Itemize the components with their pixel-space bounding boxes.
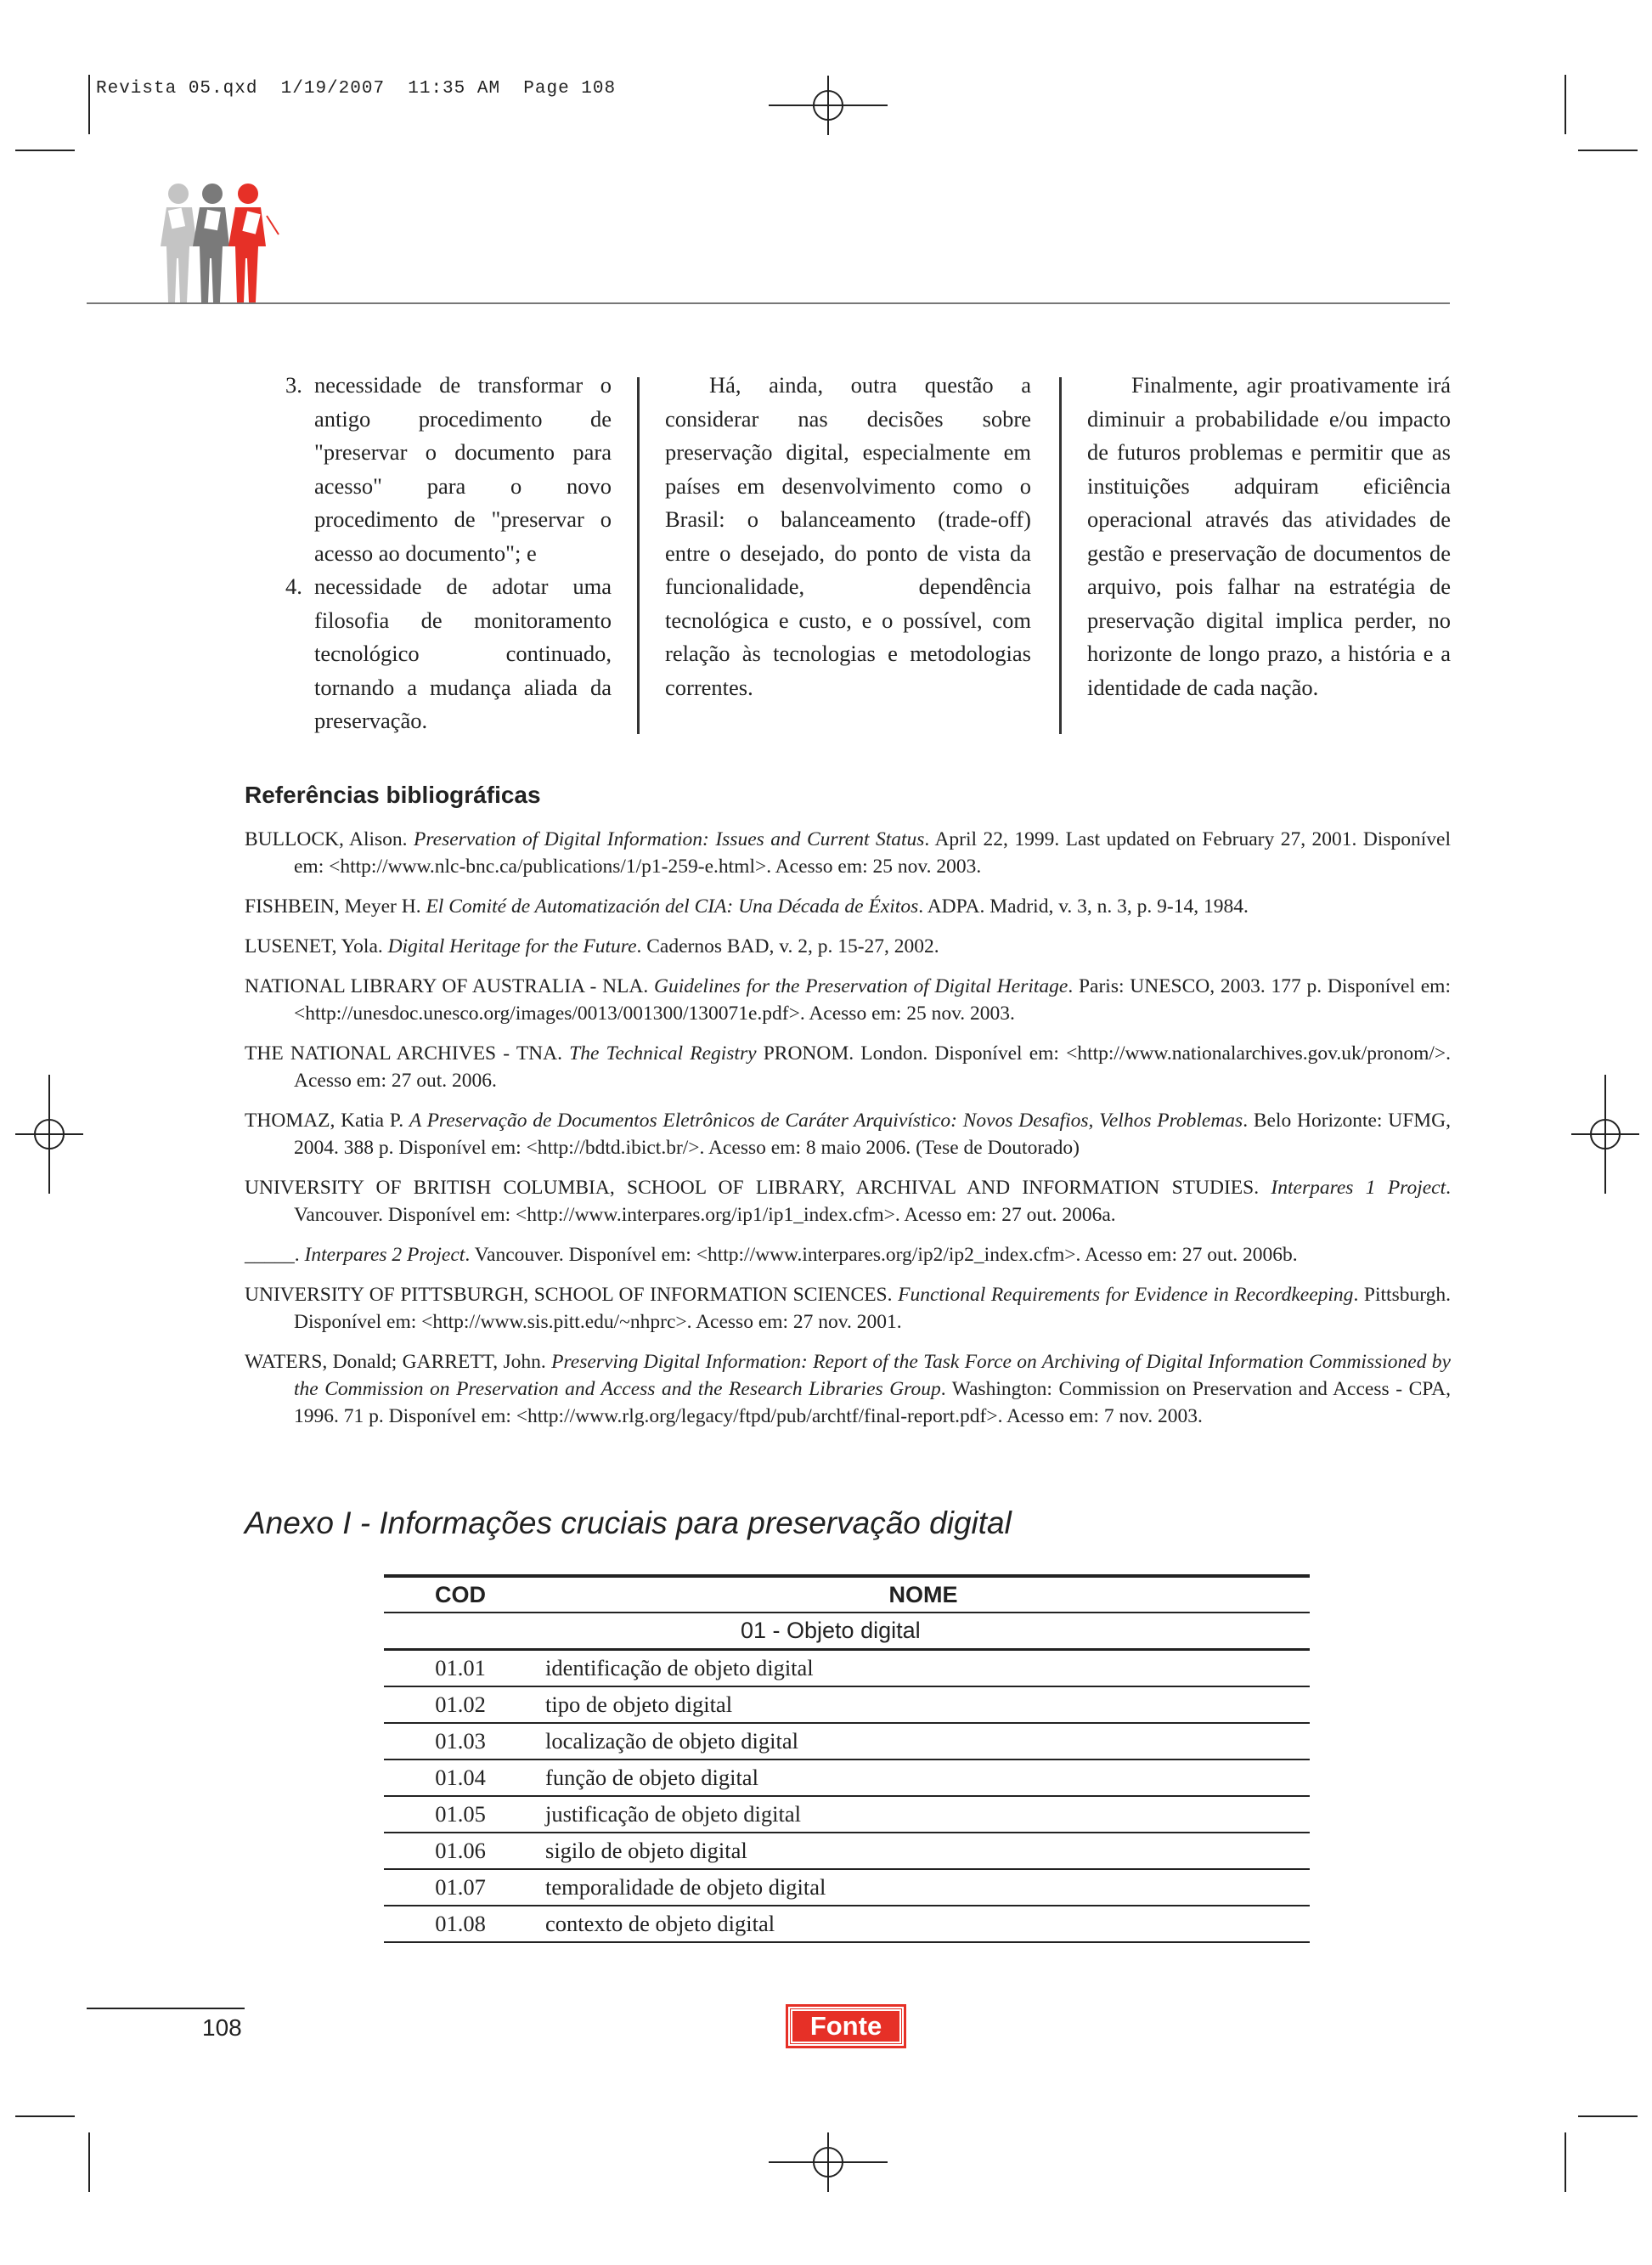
column-divider	[1059, 377, 1062, 734]
cell-cod: 01.05	[384, 1796, 537, 1833]
reference-author: THE NATIONAL ARCHIVES - TNA.	[245, 1042, 570, 1065]
list-item	[285, 369, 612, 570]
fonte-logo-text: Fonte	[791, 2009, 901, 2043]
reference-details: . Pittsburgh. Disponível em: <http://www.sis.pitt.edu/~nhprc>. Acesso em: 27 nov. 2001.	[294, 1284, 1451, 1333]
reference-item	[245, 933, 1451, 960]
cell-nome: contexto de objeto digital	[537, 1906, 1310, 1942]
cell-cod: 01.02	[384, 1686, 537, 1723]
print-slug: Revista 05.qxd 1/19/2007 11:35 AM Page 108	[96, 79, 617, 99]
column-header-cod: COD	[384, 1576, 537, 1613]
reference-author: NATIONAL LIBRARY OF AUSTRALIA - NLA.	[245, 975, 654, 997]
section-label: 01 - Objeto digital	[537, 1613, 1310, 1650]
header-rule	[87, 302, 1450, 304]
cell-nome: justificação de objeto digital	[537, 1796, 1310, 1833]
cell-cod: 01.01	[384, 1650, 537, 1687]
reference-author: UNIVERSITY OF BRITISH COLUMBIA, SCHOOL OF LIBRARY, ARCHIVAL AND INFORMATION STUDIES.	[245, 1177, 1271, 1199]
reference-author: _____.	[245, 1244, 305, 1266]
list-item	[285, 570, 612, 738]
references-title: Referências bibliográficas	[245, 782, 541, 808]
table-row	[384, 1796, 1310, 1833]
cell-nome: função de objeto digital	[537, 1759, 1310, 1796]
reference-item	[245, 826, 1451, 880]
table-row	[384, 1650, 1310, 1687]
reference-title: Preserving Digital Information: Report of the Task Force on Archiving of Digital Information Commissioned by the Commission on Preservation and Access and the Research Libraries Group	[294, 1351, 1451, 1400]
three-people-logo-icon	[160, 182, 284, 304]
reference-item	[245, 893, 1451, 920]
reference-details: . April 22, 1999. Last updated on February 27, 2001. Disponível em: <http://www.nlc-bnc.ca/publications/1/p1-259-e.html>. Acesso em: 25 nov. 2003.	[294, 828, 1452, 878]
table-row	[384, 1759, 1310, 1796]
reference-title: Functional Requirements for Evidence in Recordkeeping	[898, 1284, 1354, 1306]
reference-item	[245, 973, 1451, 1027]
fonte-logo	[790, 2008, 902, 2044]
reference-author: BULLOCK, Alison.	[245, 828, 414, 850]
cell-cod: 01.08	[384, 1906, 537, 1942]
reference-title: Interpares 1 Project	[1271, 1177, 1446, 1199]
cell-nome: identificação de objeto digital	[537, 1650, 1310, 1687]
table-row	[384, 1906, 1310, 1942]
registration-mark-bottom	[764, 2128, 892, 2196]
reference-title: Preservation of Digital Information: Issues and Current Status	[414, 828, 925, 850]
reference-item	[245, 1107, 1451, 1161]
cell-nome: localização de objeto digital	[537, 1723, 1310, 1759]
table-row	[384, 1869, 1310, 1906]
reference-author: LUSENET, Yola.	[245, 935, 388, 957]
reference-details: . ADPA. Madrid, v. 3, n. 3, p. 9-14, 1984.	[918, 895, 1249, 918]
middle-paragraph: Há, ainda, outra questão a considerar nas decisões sobre preservação digital, especialmente em países em desenvolvimento como o Brasil: o balanceamento (trade-off) entre o desejado, do ponto de vista da funcionalidade, dependência tecnológica e custo, e o possível, com relação às tecnologias e metodologias correntes.	[665, 372, 1031, 700]
cell-cod: 01.04	[384, 1759, 537, 1796]
table-row	[384, 1833, 1310, 1869]
footer-rule	[87, 2008, 245, 2009]
annex-table	[384, 1574, 1310, 1943]
reference-details: . Vancouver. Disponível em: <http://www.interpares.org/ip1/ip1_index.cfm>. Acesso em: 27 out. 2006a.	[294, 1177, 1452, 1226]
column-right	[1087, 369, 1451, 704]
reference-title: El Comité de Automatización del CIA: Una Década de Éxitos	[426, 895, 919, 918]
page-number: 108	[202, 2014, 242, 2041]
reference-item	[245, 1241, 1451, 1268]
list-item-number: 4.	[285, 573, 302, 599]
reference-title: Digital Heritage for the Future	[387, 935, 637, 957]
reference-author: WATERS, Donald; GARRETT, John.	[245, 1351, 552, 1373]
reference-item	[245, 1040, 1451, 1094]
right-paragraph: Finalmente, agir proativamente irá diminuir a probabilidade e/ou impacto de futuros problemas e permitir que as instituições adquiram eficiência operacional através das atividades de gestão e preservação de documentos de arquivo, pois falhar na estratégia de preservação digital implica perder, no horizonte de longo prazo, a história e a identidade de cada nação.	[1087, 372, 1451, 700]
reference-details: . Belo Horizonte: UFMG, 2004. 388 p. Disponível em: <http://bdtd.ibict.br/>. Acesso em: 8 maio 2006. (Tese de Doutorado)	[294, 1110, 1451, 1159]
list-item-number: 3.	[285, 372, 302, 398]
reference-title: Guidelines for the Preservation of Digital Heritage	[653, 975, 1068, 997]
table-row	[384, 1686, 1310, 1723]
reference-details: . Paris: UNESCO, 2003. 177 p. Disponível em: <http://unesdoc.unesco.org/images/0013/001300/130071e.pdf>. Acesso em: 25 nov. 2003.	[294, 975, 1451, 1025]
cell-cod: 01.07	[384, 1869, 537, 1906]
cell-nome: tipo de objeto digital	[537, 1686, 1310, 1723]
cell-cod: 01.06	[384, 1833, 537, 1869]
cell-nome: temporalidade de objeto digital	[537, 1869, 1310, 1906]
registration-mark-right	[1571, 1070, 1639, 1198]
reference-details: . Vancouver. Disponível em: <http://www.interpares.org/ip2/ip2_index.cfm>. Acesso em: 27 out. 2006b.	[465, 1244, 1298, 1266]
numbered-list	[285, 369, 612, 738]
column-header-nome: NOME	[537, 1576, 1310, 1613]
reference-author: UNIVERSITY OF PITTSBURGH, SCHOOL OF INFORMATION SCIENCES.	[245, 1284, 899, 1306]
table-header-row	[384, 1576, 1310, 1613]
reference-item	[245, 1281, 1451, 1336]
registration-mark-top	[764, 71, 892, 139]
table-row	[384, 1723, 1310, 1759]
column-left	[285, 369, 612, 738]
references-list	[245, 826, 1451, 1443]
list-item-text: necessidade de adotar uma filosofia de monitoramento tecnológico continuado, tornando a mudança aliada da preservação.	[314, 573, 612, 733]
reference-details: . Washington: Commission on Preservation and Access - CPA, 1996. 71 p. Disponível em: <http://www.rlg.org/legacy/ftpd/pub/archtf/final-report.pdf>. Acesso em: 7 nov. 2003.	[294, 1378, 1451, 1427]
registration-mark-left	[15, 1070, 83, 1198]
reference-details: . Cadernos BAD, v. 2, p. 15-27, 2002.	[636, 935, 939, 957]
reference-title: A Preservação de Documentos Eletrônicos de Caráter Arquivístico: Novos Desafios, Velhos Problemas	[409, 1110, 1243, 1132]
reference-author: FISHBEIN, Meyer H.	[245, 895, 426, 918]
reference-title: Interpares 2 Project	[304, 1244, 465, 1266]
reference-item	[245, 1348, 1451, 1430]
column-divider	[637, 377, 640, 734]
annex-title: Anexo I - Informações cruciais para preservação digital	[245, 1505, 1012, 1540]
cell-cod: 01.03	[384, 1723, 537, 1759]
reference-title: The Technical Registry	[569, 1042, 757, 1065]
list-item-text: necessidade de transformar o antigo procedimento de "preservar o documento para acesso" para o novo procedimento de "preservar o acesso ao documento"; e	[314, 372, 612, 566]
cell-nome: sigilo de objeto digital	[537, 1833, 1310, 1869]
reference-details: PRONOM. London. Disponível em: <http://www.nationalarchives.gov.uk/pronom/>. Acesso em: 27 out. 2006.	[294, 1042, 1452, 1092]
table-section-row	[384, 1613, 1310, 1650]
reference-item	[245, 1174, 1451, 1229]
reference-author: THOMAZ, Katia P.	[245, 1110, 409, 1132]
column-middle	[665, 369, 1031, 704]
